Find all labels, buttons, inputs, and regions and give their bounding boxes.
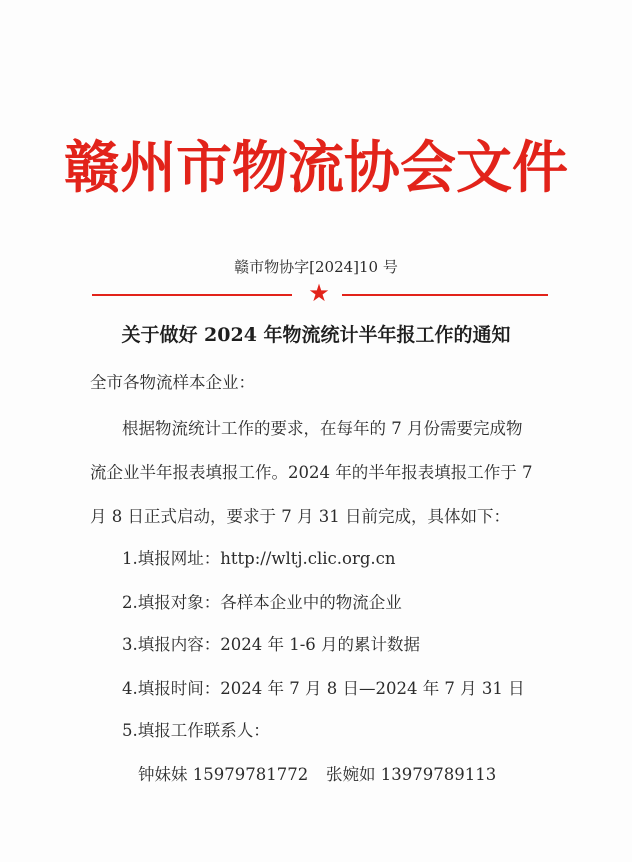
- list-item-target: 2.填报对象：各样本企业中的物流企业: [122, 593, 402, 612]
- list-item-content: 3.填报内容：2024 年 1-6 月的累计数据: [122, 635, 421, 654]
- paragraph-line: 月 8 日正式启动，要求于 7 月 31 日前完成，具体如下：: [90, 507, 510, 526]
- paragraph-line: 流企业半年报表填报工作。2024 年的半年报表填报工作于 7: [90, 463, 533, 482]
- list-item-url: 1.填报网址：http://wltj.clic.org.cn: [122, 549, 396, 568]
- list-item-time: 4.填报时间：2024 年 7 月 8 日—2024 年 7 月 31 日: [122, 679, 525, 698]
- red-rule-right: [342, 294, 548, 296]
- document-number: 赣市物协字[2024]10 号: [234, 258, 398, 276]
- star-icon: ★: [308, 279, 330, 307]
- contact-person: 张婉如 13979789113: [326, 765, 497, 784]
- salutation: 全市各物流样本企业：: [90, 373, 255, 392]
- red-rule-left: [92, 294, 292, 296]
- list-item-contacts: 5.填报工作联系人：: [122, 721, 270, 740]
- paragraph-line: 根据物流统计工作的要求，在每年的 7 月份需要完成物: [122, 419, 523, 438]
- document-header-title: 赣州市物流协会文件: [64, 135, 568, 201]
- notice-title: 关于做好 2024 年物流统计半年报工作的通知: [121, 324, 511, 346]
- contact-person: 钟妹妹 15979781772: [138, 765, 309, 784]
